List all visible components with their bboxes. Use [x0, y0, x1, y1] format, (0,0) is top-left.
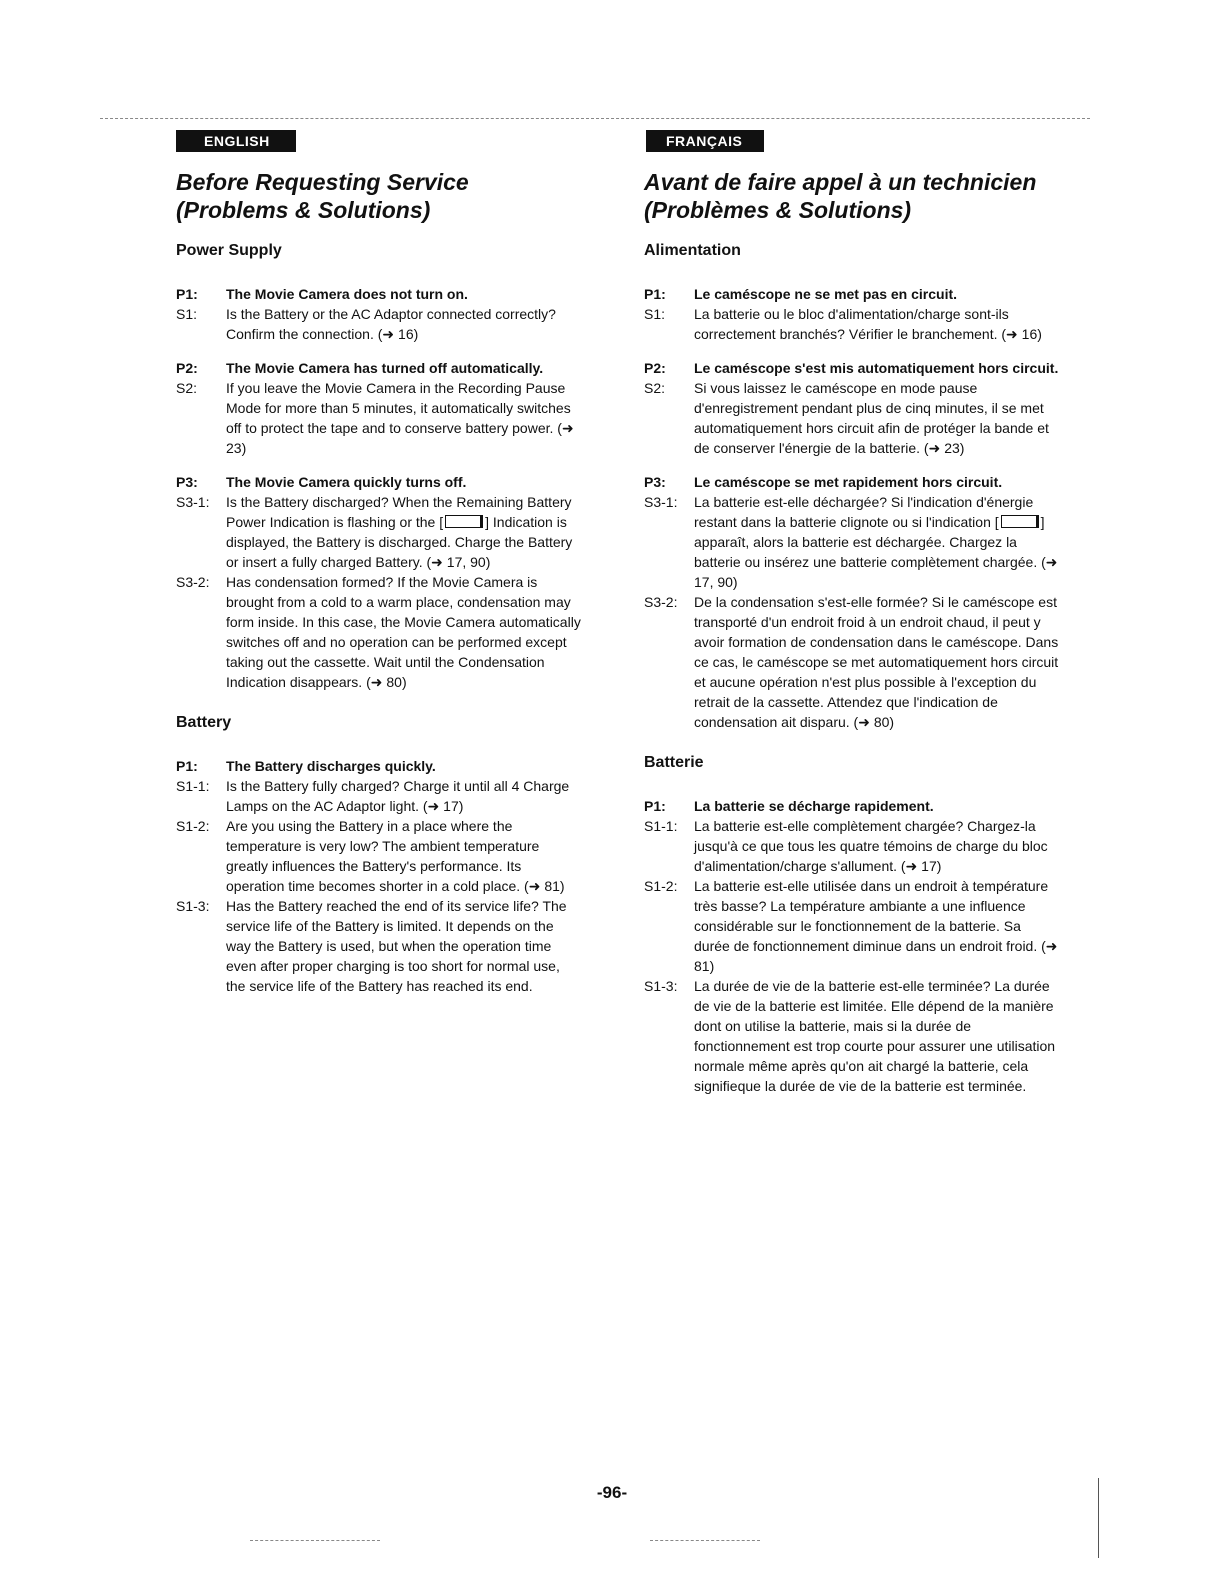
solution-entry: S1: La batterie ou le bloc d'alimentation/charge sont-ils correctement branchés? Vérifier le branchement. (➜ 16)	[644, 306, 1042, 342]
solution-entry: S2: If you leave the Movie Camera in the Recording Pause Mode for more than 5 minutes, it automatically switches off to protect the tape and to conserve battery power. (➜ 23)	[176, 380, 574, 456]
solution-entry: S1-3: La durée de vie de la batterie est-elle terminée? La durée de vie de la batterie est limitée. Elle dépend de la manière dont on utilise la batterie, mais si la durée de fonctionnement est trop courte pour assurer une utilisation normale même après qu'on ait chargé la batterie, cela signifieque la durée de vie de la batterie est terminée.	[644, 978, 1056, 1094]
battery-empty-icon	[1001, 515, 1039, 528]
solution-entry: S1: Is the Battery or the AC Adaptor connected correctly? Confirm the connection. (➜ 16)	[176, 306, 556, 342]
battery-empty-icon	[445, 515, 483, 528]
solution-entry: S1-2: Are you using the Battery in a place where the temperature is very low? The ambient temperature greatly influences the Battery's performance. Its operation time becomes shorter in a cold place. (➜ 81)	[176, 818, 565, 894]
problem-entry: P3: Le caméscope se met rapidement hors circuit.	[644, 474, 1003, 490]
french-page-title	[644, 168, 1060, 224]
problem-entry: P2: Le caméscope s'est mis automatiquement hors circuit.	[644, 360, 1059, 376]
section-title-batterie: Batterie	[644, 754, 704, 771]
problem-entry: P3: The Movie Camera quickly turns off.	[176, 474, 467, 490]
solution-entry: S1-1: La batterie est-elle complètement chargée? Chargez-la jusqu'à ce que tous les quatre témoins de charge du bloc d'alimentation/charge s'allument. (➜ 17)	[644, 818, 1048, 874]
section-title-battery: Battery	[176, 714, 232, 731]
solution-entry: S3-1: La batterie est-elle déchargée? Si l'indication d'énergie restant dans la batterie clignote ou si l'indication [ ] apparaît, alors la batterie est déchargée. Chargez la batterie ou insérez une batterie complètement chargée. (➜ 17, 90)	[644, 494, 1058, 590]
problem-entry: P1: Le caméscope ne se met pas en circuit.	[644, 286, 958, 302]
english-language-tab: ENGLISH	[176, 130, 296, 152]
bottom-divider	[650, 1540, 760, 1541]
solution-entry: S3-2: Has condensation formed? If the Movie Camera is brought from a cold to a warm place, condensation may form inside. In this case, the Movie Camera automatically switches off and no operation can be performed except taking out the cassette. Wait until the Condensation Indication disappears. (➜ 80)	[176, 574, 581, 690]
french-title-line-2: (Problèmes & Solutions)	[644, 197, 912, 223]
english-title-line-2: (Problems & Solutions)	[176, 197, 431, 223]
section-title-power-supply: Power Supply	[176, 242, 282, 259]
french-language-tab: FRANÇAIS	[646, 130, 764, 152]
problem-entry: P1: The Movie Camera does not turn on.	[176, 286, 468, 302]
solution-entry: S2: Si vous laissez le caméscope en mode pause d'enregistrement pendant plus de cinq minutes, il se met automatiquement hors circuit afin de protéger la bande et de conserver l'énergie de la batterie. (➜ 23)	[644, 380, 1049, 456]
solution-entry: S1-3: Has the Battery reached the end of its service life? The service life of the Battery is limited. It depends on the way the Battery is used, but when the operation time even after proper charging is too short for normal use, the service life of the Battery has reached its end.	[176, 898, 567, 994]
solution-entry: S1-1: Is the Battery fully charged? Charge it until all 4 Charge Lamps on the AC Adaptor light. (➜ 17)	[176, 778, 570, 814]
section-title-alimentation: Alimentation	[644, 242, 741, 259]
margin-mark	[1098, 1478, 1099, 1558]
page-number: -96-	[596, 1483, 628, 1502]
top-divider	[100, 118, 1090, 119]
problem-entry: P2: The Movie Camera has turned off automatically.	[176, 360, 544, 376]
problem-entry: P1: La batterie se décharge rapidement.	[644, 798, 934, 814]
solution-entry: S3-2: De la condensation s'est-elle formée? Si le caméscope est transporté d'un endroit froid à un endroit chaud, il peut y avoir formation de condensation dans le caméscope. Dans ce cas, le caméscope se met automatiquement hors circuit et aucune opération n'est plus possible à l'exception du retrait de la cassette. Attendez que l'indication de condensation ait disparu. (➜ 80)	[644, 594, 1059, 730]
english-title-line-1: Before Requesting Service	[176, 169, 469, 195]
solution-entry: S1-2: La batterie est-elle utilisée dans un endroit à température très basse? La température ambiante a une influence considérable sur le fonctionnement de la batterie. Sa durée de fonctionnement diminue dans un endroit froid. (➜ 81)	[644, 878, 1058, 974]
english-column	[172, 130, 582, 996]
french-column	[640, 130, 1060, 1096]
french-title-line-1: Avant de faire appel à un technicien	[644, 169, 1037, 195]
english-page-title	[176, 168, 582, 224]
problem-entry: P1: The Battery discharges quickly.	[176, 758, 436, 774]
solution-entry: S3-1: Is the Battery discharged? When the Remaining Battery Power Indication is flashing or the [ ] Indication is displayed, the Battery is discharged. Charge the Battery or insert a fully charged Battery. (➜ 17, 90)	[176, 494, 573, 570]
bottom-divider	[250, 1540, 380, 1541]
